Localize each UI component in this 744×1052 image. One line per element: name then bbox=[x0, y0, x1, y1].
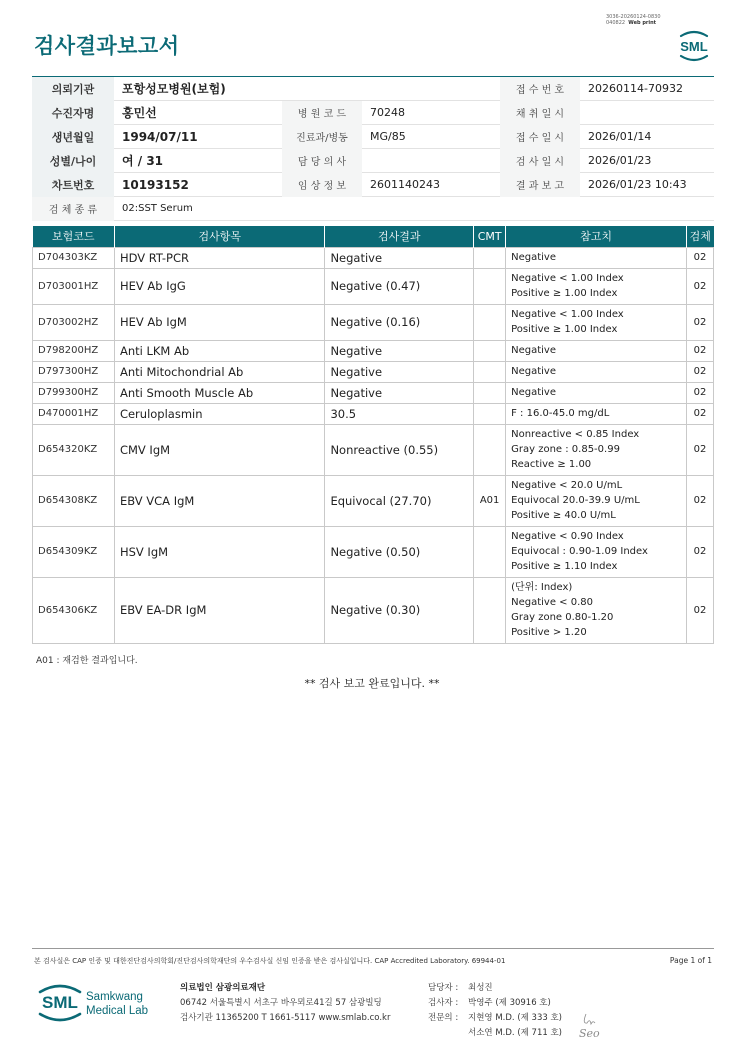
table-header-row bbox=[33, 226, 714, 247]
reference-cell bbox=[506, 475, 687, 526]
reference-cell bbox=[506, 424, 687, 475]
staff-row bbox=[428, 996, 562, 1011]
reference-line: Nonreactive < 0.85 Index bbox=[511, 429, 640, 440]
reference-line: Equivocal 20.0-39.9 U/mL bbox=[511, 495, 640, 506]
reference-line: Negative bbox=[511, 366, 557, 377]
staff-role bbox=[428, 1026, 468, 1041]
sex-age-value: 여 / 31 bbox=[122, 154, 164, 168]
receipt-no-value: 20260114-70932 bbox=[588, 82, 683, 95]
reference-cell bbox=[506, 304, 687, 340]
staff-name: 박영주 (제 30916 호) bbox=[468, 998, 551, 1008]
staff-list bbox=[428, 981, 562, 1041]
info-row bbox=[32, 125, 714, 149]
reference-line: Negative bbox=[511, 252, 557, 263]
org-name: 의료법인 삼광의료재단 bbox=[180, 983, 266, 993]
test-result-cell: Negative (0.50) bbox=[325, 526, 474, 577]
reference-line: Negative < 1.00 Index bbox=[511, 273, 624, 284]
test-result-cell: Negative (0.16) bbox=[325, 304, 474, 340]
reference-cell bbox=[506, 577, 687, 643]
test-date-label: 검 사 일 시 bbox=[500, 149, 580, 173]
test-result-cell: Negative (0.30) bbox=[325, 577, 474, 643]
test-item-cell: EBV EA-DR IgM bbox=[114, 577, 324, 643]
reference-line: Gray zone : 0.85-0.99 bbox=[511, 444, 620, 455]
cmt-cell bbox=[474, 424, 506, 475]
sex-age-label: 성별/나이 bbox=[32, 149, 114, 173]
hospital-code-value: 70248 bbox=[370, 106, 405, 119]
signature-text: Seo bbox=[579, 1027, 600, 1040]
reference-cell bbox=[506, 268, 687, 304]
test-item-cell: HSV IgM bbox=[114, 526, 324, 577]
sml-logo-icon bbox=[674, 26, 714, 66]
reference-line: Negative bbox=[511, 387, 557, 398]
test-item-cell: Anti Mitochondrial Ab bbox=[114, 361, 324, 382]
staff-name: 서소연 M.D. (제 711 호) bbox=[468, 1028, 563, 1038]
reference-line: Positive > 1.20 bbox=[511, 627, 587, 638]
test-result-cell: Negative bbox=[325, 247, 474, 268]
print-code-line2: 040822 bbox=[606, 20, 626, 26]
info-row bbox=[32, 149, 714, 173]
doctor-value bbox=[362, 149, 500, 173]
staff-row bbox=[428, 981, 562, 996]
reference-cell bbox=[506, 247, 687, 268]
specimen-cell: 02 bbox=[686, 361, 713, 382]
reference-cell bbox=[506, 340, 687, 361]
cmt-cell bbox=[474, 361, 506, 382]
reference-cell bbox=[506, 526, 687, 577]
specimen-cell: 02 bbox=[686, 304, 713, 340]
specimen-cell: 02 bbox=[686, 403, 713, 424]
test-result-cell: Negative bbox=[325, 340, 474, 361]
reference-line: Positive ≥ 40.0 U/mL bbox=[511, 510, 616, 521]
page-number: Page 1 of 1 bbox=[669, 956, 712, 965]
specimen-cell: 02 bbox=[686, 526, 713, 577]
test-result-cell: Equivocal (27.70) bbox=[325, 475, 474, 526]
info-row bbox=[32, 101, 714, 125]
staff-row bbox=[428, 1011, 562, 1026]
clinical-info-value: 2601140243 bbox=[370, 178, 440, 191]
logo-text: SML bbox=[680, 39, 708, 54]
info-row bbox=[32, 173, 714, 197]
staff-role: 전문의 : bbox=[428, 1013, 459, 1023]
hospital-code-label: 병 원 코 드 bbox=[282, 101, 362, 125]
collect-date-label: 채 취 일 시 bbox=[500, 101, 580, 125]
insurance-code-cell: D654320KZ bbox=[33, 424, 115, 475]
specimen-type-value: 02:SST Serum bbox=[122, 203, 193, 214]
test-item-cell: Anti Smooth Muscle Ab bbox=[114, 382, 324, 403]
reference-line: Negative bbox=[511, 345, 557, 356]
reference-line: Negative < 1.00 Index bbox=[511, 309, 624, 320]
report-complete-text: ** 검사 보고 완료입니다. ** bbox=[304, 677, 440, 690]
receipt-date-label: 접 수 일 시 bbox=[500, 125, 580, 149]
reference-line: (단위: Index) bbox=[511, 582, 573, 593]
test-result-cell: Negative (0.47) bbox=[325, 268, 474, 304]
table-row bbox=[33, 403, 714, 424]
reference-line: Reactive ≥ 1.00 bbox=[511, 459, 592, 470]
insurance-code-cell: D654309KZ bbox=[33, 526, 115, 577]
cmt-cell bbox=[474, 403, 506, 424]
reference-line: Gray zone 0.80-1.20 bbox=[511, 612, 614, 623]
results-body bbox=[33, 247, 714, 643]
org-address: 06742 서울특별시 서초구 바우뫼로41길 57 삼광빌딩 bbox=[180, 998, 382, 1008]
test-result-cell: Nonreactive (0.55) bbox=[325, 424, 474, 475]
cmt-cell bbox=[474, 247, 506, 268]
reference-line: Negative < 0.80 bbox=[511, 597, 594, 608]
dob-value: 1994/07/11 bbox=[122, 129, 198, 144]
patient-info bbox=[32, 76, 714, 221]
table-row bbox=[33, 340, 714, 361]
samkwang-logo-icon bbox=[36, 980, 166, 1024]
dept-value: MG/85 bbox=[370, 130, 406, 143]
col-header: 검사결과 bbox=[325, 226, 474, 247]
cmt-cell: A01 bbox=[474, 475, 506, 526]
staff-role: 담당자 : bbox=[428, 983, 459, 993]
table-row bbox=[33, 526, 714, 577]
reference-line: F : 16.0-45.0 mg/dL bbox=[511, 408, 610, 419]
insurance-code-cell: D797300HZ bbox=[33, 361, 115, 382]
table-row bbox=[33, 361, 714, 382]
print-code bbox=[606, 14, 661, 26]
test-item-cell: CMV IgM bbox=[114, 424, 324, 475]
col-header: CMT bbox=[474, 226, 506, 247]
specimen-cell: 02 bbox=[686, 424, 713, 475]
org-contact: 검사기관 11365200 T 1661-5117 www.smlab.co.kr bbox=[180, 1013, 391, 1023]
print-code-line1: 3036-20260124-0830 bbox=[606, 14, 661, 20]
insurance-code-cell: D799300HZ bbox=[33, 382, 115, 403]
test-item-cell: HEV Ab IgM bbox=[114, 304, 324, 340]
specimen-cell: 02 bbox=[686, 475, 713, 526]
staff-row bbox=[428, 1026, 562, 1041]
table-row bbox=[33, 382, 714, 403]
test-item-cell: HDV RT-PCR bbox=[114, 247, 324, 268]
test-date-value: 2026/01/23 bbox=[588, 154, 652, 167]
test-item-cell: Anti LKM Ab bbox=[114, 340, 324, 361]
page-title: 검사결과보고서 bbox=[34, 34, 180, 58]
reference-line: Equivocal : 0.90-1.09 Index bbox=[511, 546, 648, 557]
patient-label: 수진자명 bbox=[32, 101, 114, 125]
cmt-cell bbox=[474, 304, 506, 340]
cmt-cell bbox=[474, 526, 506, 577]
reference-line: Positive ≥ 1.10 Index bbox=[511, 561, 618, 572]
insurance-code-cell: D703001HZ bbox=[33, 268, 115, 304]
info-row bbox=[32, 197, 714, 221]
retest-note: A01 : 재검한 결과입니다. bbox=[36, 656, 138, 666]
organization-info bbox=[180, 981, 390, 1026]
insurance-code-cell: D798200HZ bbox=[33, 340, 115, 361]
reference-line: Negative < 20.0 U/mL bbox=[511, 480, 623, 491]
patient-value: 홍민선 bbox=[122, 106, 157, 120]
col-header: 보험코드 bbox=[33, 226, 115, 247]
reference-cell bbox=[506, 382, 687, 403]
col-header: 검사항목 bbox=[114, 226, 324, 247]
col-header: 검체 bbox=[686, 226, 713, 247]
test-item-cell: EBV VCA IgM bbox=[114, 475, 324, 526]
staff-role: 검사자 : bbox=[428, 998, 459, 1008]
reference-line: Negative < 0.90 Index bbox=[511, 531, 624, 542]
chart-no-label: 차트번호 bbox=[32, 173, 114, 197]
receipt-no-label: 접 수 번 호 bbox=[500, 77, 580, 101]
foot-logo-name1: Samkwang bbox=[86, 991, 143, 1003]
insurance-code-cell: D470001HZ bbox=[33, 403, 115, 424]
table-row bbox=[33, 577, 714, 643]
insurance-code-cell: D654308KZ bbox=[33, 475, 115, 526]
reference-line: Positive ≥ 1.00 Index bbox=[511, 288, 618, 299]
specimen-cell: 02 bbox=[686, 382, 713, 403]
foot-logo-name2: Medical Lab bbox=[86, 1005, 149, 1017]
certification-text: 본 검사실은 CAP 인증 및 대한진단검사의학회/진단검사의학재단의 우수검사실 신임 인증을 받은 검사실입니다. CAP Accredited Laboratory. 69944-01 bbox=[34, 957, 506, 965]
staff-name: 최성진 bbox=[468, 983, 493, 993]
info-row bbox=[32, 77, 714, 101]
insurance-code-cell: D703002HZ bbox=[33, 304, 115, 340]
doctor-label: 담 당 의 사 bbox=[282, 149, 362, 173]
footer-divider bbox=[32, 948, 714, 949]
table-row bbox=[33, 304, 714, 340]
specimen-cell: 02 bbox=[686, 577, 713, 643]
requester-label: 의뢰기관 bbox=[32, 77, 114, 101]
specimen-cell: 02 bbox=[686, 268, 713, 304]
receipt-date-value: 2026/01/14 bbox=[588, 130, 652, 143]
foot-logo-text: SML bbox=[42, 993, 78, 1012]
test-result-cell: Negative bbox=[325, 382, 474, 403]
clinical-info-label: 임 상 정 보 bbox=[282, 173, 362, 197]
insurance-code-cell: D654306KZ bbox=[33, 577, 115, 643]
specimen-type-label: 검 체 종 류 bbox=[32, 197, 114, 221]
requester-value: 포항성모병원(보험) bbox=[122, 82, 226, 96]
table-row bbox=[33, 247, 714, 268]
col-header: 참고치 bbox=[506, 226, 687, 247]
table-row bbox=[33, 424, 714, 475]
test-item-cell: HEV Ab IgG bbox=[114, 268, 324, 304]
test-result-cell: Negative bbox=[325, 361, 474, 382]
cmt-cell bbox=[474, 382, 506, 403]
reference-cell bbox=[506, 361, 687, 382]
reference-cell bbox=[506, 403, 687, 424]
results-table bbox=[32, 226, 714, 644]
cmt-cell bbox=[474, 340, 506, 361]
dob-label: 생년월일 bbox=[32, 125, 114, 149]
table-row bbox=[33, 475, 714, 526]
collect-date-value bbox=[580, 101, 714, 125]
specimen-cell: 02 bbox=[686, 340, 713, 361]
print-mode: Web print bbox=[628, 20, 657, 26]
report-date-label: 결 과 보 고 bbox=[500, 173, 580, 197]
signature-icon bbox=[576, 1010, 610, 1042]
reference-line: Positive ≥ 1.00 Index bbox=[511, 324, 618, 335]
specimen-cell: 02 bbox=[686, 247, 713, 268]
test-item-cell: Ceruloplasmin bbox=[114, 403, 324, 424]
cmt-cell bbox=[474, 268, 506, 304]
test-result-cell: 30.5 bbox=[325, 403, 474, 424]
staff-name: 지현영 M.D. (제 333 호) bbox=[468, 1013, 563, 1023]
cmt-cell bbox=[474, 577, 506, 643]
report-date-value: 2026/01/23 10:43 bbox=[588, 178, 687, 191]
dept-label: 진료과/병동 bbox=[282, 125, 362, 149]
insurance-code-cell: D704303KZ bbox=[33, 247, 115, 268]
table-row bbox=[33, 268, 714, 304]
chart-no-value: 10193152 bbox=[122, 177, 189, 192]
